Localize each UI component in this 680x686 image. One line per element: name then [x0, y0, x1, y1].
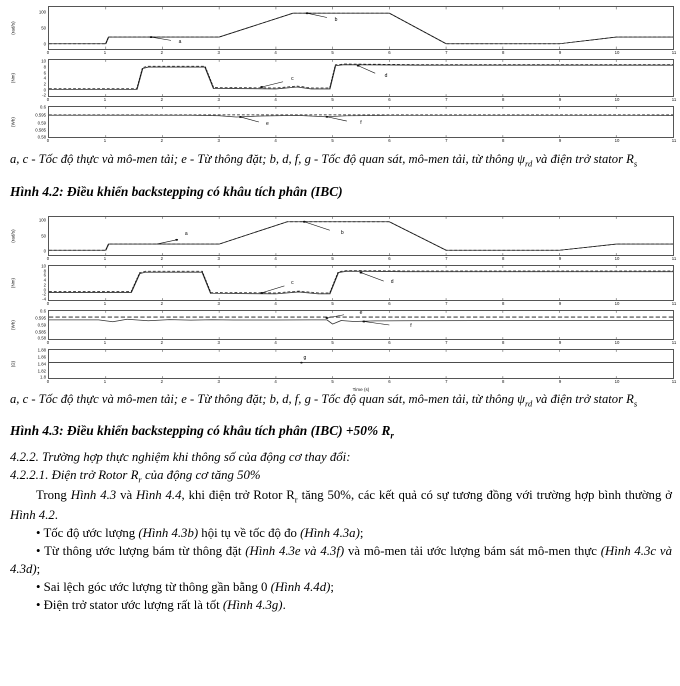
para-ref-4-3: Hình 4.3	[70, 487, 117, 502]
f2-flux-axes	[48, 310, 674, 340]
section-4-2-2-1	[10, 466, 672, 486]
f2-res-xticks: 0 1 2 3 4 5 6 7 8 9 10 11	[46, 378, 677, 384]
f1-point-d: d	[384, 72, 388, 79]
f2-torque-xticks: 0 1 2 3 4 5 6 7 8 9 10 11	[46, 300, 677, 306]
f2-flux-ylabel-text: (Wb)	[10, 319, 16, 330]
f1-torque-yticks: 10 8 6 4 2 0 -2	[41, 58, 46, 98]
f1-flux-yticks: 0.6 0.595 0.59 0.585 0.58	[35, 104, 46, 140]
f1-flux-ylabel	[0, 106, 26, 138]
figure-1-caption	[10, 151, 672, 170]
f2-xaxis-label: Time (s)	[352, 386, 370, 392]
f1-speed-ylabel	[0, 6, 26, 50]
f2-speed-ylabel	[0, 216, 26, 256]
f1-torque-xticks: 0 1 2 3 4 5 6 7 8 9 10 11	[46, 97, 677, 102]
f2-torque-ylabel	[0, 265, 26, 301]
bullet-3-i1: (Hình 4.4d)	[270, 579, 331, 594]
section-4-2-2-1-pre: 4.2.2.1. Điện trở Rotor R	[10, 468, 139, 483]
f1-point-a: a	[178, 39, 182, 46]
f2-point-c: c	[291, 279, 294, 286]
caption1-rsub: s	[633, 158, 638, 169]
bullet-2-t2: và mô-men tải ước lượng bám sát mô-men thực	[344, 543, 601, 558]
heading-hinh-4-3-text: Hình 4.3: Điều khiển backstepping có khâu tích phân (IBC) +50% R	[10, 423, 391, 439]
caption2-rsub: s	[633, 398, 638, 409]
figure-2-subplot-stack	[0, 216, 680, 392]
bullet-item-1	[10, 524, 672, 542]
f2-point-f: f	[410, 323, 412, 330]
para-c: và	[116, 487, 137, 502]
f1-subplot-flux	[0, 106, 680, 138]
caption2-part2: và điện trở stator R	[532, 391, 634, 406]
caption2-part1: a, c - Tốc độ thực và mô-men tải; e - Từ thông đặt; b, d, f, g - Tốc độ quan sát, mô-men tải, từ thông	[10, 391, 518, 406]
f2-flux-yticks: 0.6 0.595 0.59 0.585 0.58	[35, 308, 46, 341]
figure-hinh-4-3	[0, 216, 680, 392]
bullet-2-i2: (Hình 4.3c và 4.3d)	[10, 543, 672, 576]
f2-point-d: d	[390, 278, 394, 285]
f1-flux-axes	[48, 106, 674, 138]
figure-hinh-4-2	[0, 6, 680, 144]
para-ref-4-4: Hình 4.4	[136, 487, 182, 502]
bullet-4-t1: Điện trở stator ước lượng rất là tốt	[40, 597, 223, 612]
para-a: Trong	[36, 487, 71, 502]
section-4-2-2-1-sub: r	[138, 474, 142, 485]
f2-torque-yticks: 10 8 6 4 2 0 -2 -4	[41, 263, 46, 302]
f2-flux-xticks: 0 1 2 3 4 5 6 7 8 9 10 11	[46, 339, 677, 345]
f2-res-plot	[49, 350, 673, 378]
f2-point-a: a	[184, 231, 188, 238]
f2-point-e: e	[359, 310, 363, 317]
bullet-marker: •	[36, 525, 41, 540]
f2-subplot-speed	[0, 216, 680, 256]
section-4-2-2-1-post: của động cơ tăng 50%	[141, 468, 261, 483]
caption1-part2: và điện trở stator R	[532, 152, 634, 166]
bullet-marker: •	[36, 579, 41, 594]
f1-flux-ylabel-text: (Wb)	[10, 117, 16, 127]
f2-speed-plot	[49, 217, 673, 255]
caption1-part1: a, c - Tốc độ thực và mô-men tải; e - Từ thông đặt; b, d, f, g - Tốc độ quan sát, mô-men tải, từ thông	[10, 152, 518, 166]
bullet-item-3	[10, 578, 672, 596]
f1-speed-xticks: 0 1 2 3 4 5 6 7 8 9 10 11	[46, 50, 677, 55]
f2-flux-ylabel	[0, 310, 26, 340]
f1-speed-yticks: 100 50 0	[38, 9, 46, 47]
f1-speed-axes	[48, 6, 674, 50]
figure-2-caption	[10, 391, 672, 410]
section-4-2-2: 4.2.2. Trường hợp thực nghiệm khi thông số của động cơ thay đổi:	[10, 450, 351, 465]
para-ref-4-2: Hình 4.2	[10, 507, 55, 522]
bullet-1-t2: hội tụ về tốc độ đo	[198, 525, 301, 540]
f2-subplot-flux	[0, 310, 680, 340]
bullet-marker: •	[36, 597, 41, 612]
bullet-4-i1: (Hình 4.3g)	[222, 597, 283, 612]
f2-res-ylabel-text: (Ω)	[10, 360, 16, 367]
f1-point-e: e	[266, 121, 269, 128]
f2-torque-ylabel-text: (Nm)	[10, 277, 16, 288]
f2-subplot-resistance	[0, 349, 680, 379]
f2-res-axes	[48, 349, 674, 379]
f1-torque-ylabel	[0, 59, 26, 97]
heading-hinh-4-2: Hình 4.2: Điều khiển backstepping có khâu tích phân (IBC)	[10, 183, 343, 199]
f1-speed-plot	[49, 7, 673, 49]
bullet-2-t3: ;	[36, 561, 41, 576]
figure-1-subplot-stack	[0, 6, 680, 147]
f1-point-b: b	[334, 16, 338, 23]
bullet-item-2	[10, 542, 672, 578]
para-f: tăng 50%, các kết quả có sự tương đồng với trường hợp bình thường ở	[297, 487, 672, 502]
f1-flux-xticks: 0 1 2 3 4 5 6 7 8 9 10 11	[46, 138, 677, 143]
f2-point-b: b	[340, 229, 344, 236]
f2-torque-plot	[49, 266, 673, 300]
bullet-2-t1: Từ thông ước lượng bám từ thông đặt	[40, 543, 246, 558]
para-h: .	[54, 507, 58, 522]
bullet-3-t1: Sai lệch góc ước lượng từ thông gần bằng 0	[40, 579, 271, 594]
bullet-1-t1: Tốc độ ước lượng	[40, 525, 139, 540]
f1-torque-plot	[49, 60, 673, 96]
f1-subplot-torque	[0, 59, 680, 97]
bullet-1-t3: ;	[359, 525, 364, 540]
f1-point-c: c	[291, 75, 294, 82]
para-e: , khi điện trở Rotor R	[181, 487, 295, 502]
f2-speed-ylabel-text: (rad/s)	[10, 228, 16, 243]
f1-torque-axes	[48, 59, 674, 97]
bullet-3-t3: ;	[330, 579, 334, 594]
f2-point-g: g	[303, 354, 307, 361]
f2-res-yticks: 1.88 1.86 1.84 1.82 1.8	[37, 347, 46, 380]
f2-speed-yticks: 100 50 0	[38, 217, 46, 254]
bullet-1-i2: (Hình 4.3a)	[300, 525, 360, 540]
bullet-4-t3: .	[282, 597, 286, 612]
f2-speed-axes	[48, 216, 674, 256]
f2-subplot-torque	[0, 265, 680, 301]
heading-hinh-4-3-sub: r	[390, 431, 394, 442]
f1-subplot-speed	[0, 6, 680, 50]
caption2-psi: $\psi_{rd}$	[517, 391, 533, 409]
spacer	[0, 441, 680, 448]
para-e-sub: r	[294, 494, 298, 505]
paragraph-main	[10, 486, 672, 524]
heading-hinh-4-3	[10, 423, 680, 441]
f1-point-f: f	[360, 120, 362, 127]
bullet-marker: •	[36, 543, 41, 558]
f2-speed-xticks: 0 1 2 3 4 5 6 7 8 9 10 11	[46, 255, 677, 261]
caption1-psi: $\psi_{rd}$	[517, 152, 533, 169]
f2-res-ylabel	[0, 349, 26, 379]
bullet-1-i1: (Hình 4.3b)	[138, 525, 199, 540]
f1-torque-ylabel-text: (Nm)	[10, 72, 16, 84]
f1-speed-ylabel-text: (rad/s)	[10, 21, 16, 35]
bullet-item-4	[10, 596, 672, 614]
f2-torque-axes	[48, 265, 674, 301]
document-page	[0, 6, 680, 686]
bullet-2-i1: (Hình 4.3e và 4.3f)	[245, 543, 345, 558]
